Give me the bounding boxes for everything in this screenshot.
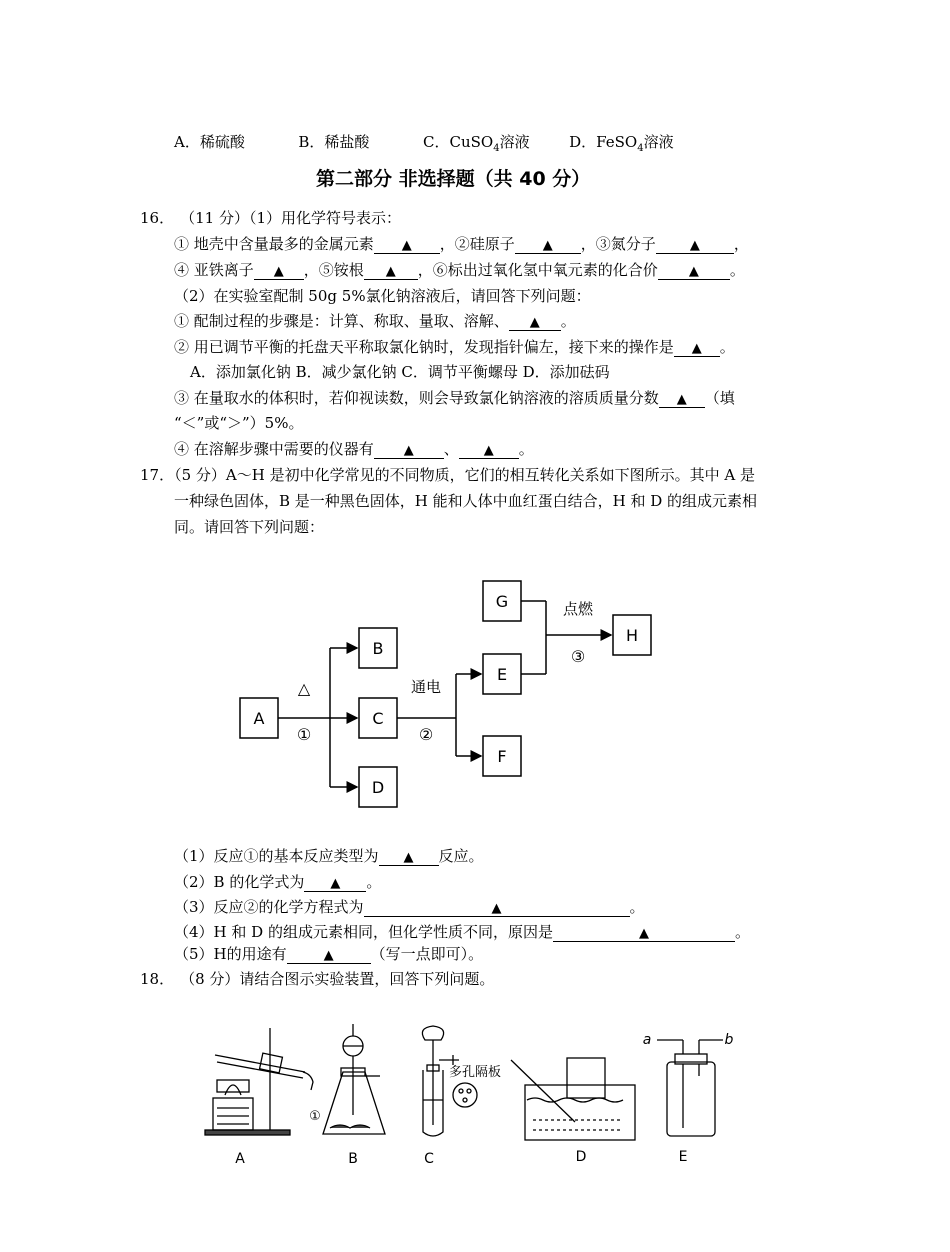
- funnel-marker: ①: [309, 1109, 321, 1124]
- node-c: C: [372, 709, 384, 728]
- node-f: F: [497, 747, 507, 766]
- q17-a2: （2）B 的化学式为 ▲ 。: [174, 873, 382, 891]
- apparatus-c-label: C: [424, 1151, 434, 1167]
- q17-line3: 同。请回答下列问题：: [174, 518, 325, 536]
- apparatus-e-label: E: [678, 1149, 688, 1165]
- inlet-a: a: [642, 1032, 652, 1048]
- q18-intro: 18． （8 分）请结合图示实验装置，回答下列问题。: [140, 970, 495, 988]
- node-e: E: [496, 665, 508, 684]
- q16-part2: （2）在实验室配制 50g 5%氯化钠溶液后，请回答下列问题：: [174, 287, 591, 305]
- inlet-b: b: [724, 1032, 734, 1048]
- node-h: H: [625, 626, 639, 645]
- q16-line2: ④ 亚铁离子 ▲ ，⑤铵根 ▲ ，⑥标出过氧化氢中氧元素的化合价 ▲ 。: [174, 261, 745, 279]
- q17-a1: （1）反应①的基本反应类型为 ▲ 反应。: [174, 847, 484, 865]
- heat-label: △: [297, 679, 311, 698]
- q16-step3: ③ 在量取水的体积时，若仰视读数，则会导致氯化钠溶液的溶质质量分数 ▲ （填: [174, 389, 735, 407]
- ignite-label: 点燃: [562, 600, 594, 618]
- q16-step3b: “＜”或“＞”）5%。: [174, 414, 304, 432]
- q16-step2: ② 用已调节平衡的托盘天平称取氯化钠时，发现指针偏左，接下来的操作是 ▲ 。: [174, 338, 735, 356]
- reaction-3-label: ③: [570, 647, 586, 666]
- q16-intro: 16． （11 分）（1）用化学符号表示：: [140, 209, 401, 227]
- q16-step2-options: A．添加氯化钠 B．减少氯化钠 C．调节平衡螺母 D．添加砝码: [190, 363, 610, 381]
- apparatus-b-label: B: [348, 1151, 358, 1167]
- q17-line1: 17．（5 分）A～H 是初中化学常见的不同物质，它们的相互转化关系如下图所示。其中 A 是: [140, 466, 755, 484]
- reaction-1-label: ①: [296, 725, 312, 744]
- q17-line2: 一种绿色固体，B 是一种黑色固体，H 能和人体中血红蛋白结合，H 和 D 的组成元素相: [174, 492, 758, 510]
- q16-step1: ① 配制过程的步骤是：计算、称取、量取、溶解、 ▲ 。: [174, 312, 576, 330]
- apparatus-d-label: D: [575, 1149, 587, 1165]
- node-d: D: [371, 778, 385, 797]
- node-b: B: [372, 639, 384, 658]
- node-g: G: [495, 592, 509, 611]
- q16-step4: ④ 在溶解步骤中需要的仪器有 ▲ 、 ▲ 。: [174, 440, 534, 458]
- reaction-2-label: ②: [418, 725, 434, 744]
- q17-a3: （3）反应②的化学方程式为 ▲ 。: [174, 898, 645, 916]
- q16-line1: ① 地壳中含量最多的金属元素 ▲ ，②硅原子 ▲ ，③氮分子 ▲ ，: [174, 235, 749, 253]
- node-a: A: [253, 709, 265, 728]
- section-title: 第二部分 非选择题（共 40 分）: [316, 168, 591, 190]
- apparatus-a-label: A: [235, 1151, 245, 1167]
- electrolysis-label: 通电: [410, 678, 442, 696]
- q17-a4: （4）H 和 D 的组成元素相同，但化学性质不同，原因是 ▲ 。: [174, 923, 750, 941]
- choice-options: A．稀硫酸 B．稀盐酸 C．CuSO$_4$溶液 D．FeSO$_4$溶液: [174, 133, 674, 154]
- q17-a5: （5）H的用途有 ▲ （写一点即可）。: [174, 945, 484, 963]
- q17-reaction-diagram: [230, 570, 670, 820]
- porous-plate-label: 多孔隔板: [448, 1065, 502, 1080]
- q18-apparatus-figure: [195, 1020, 740, 1170]
